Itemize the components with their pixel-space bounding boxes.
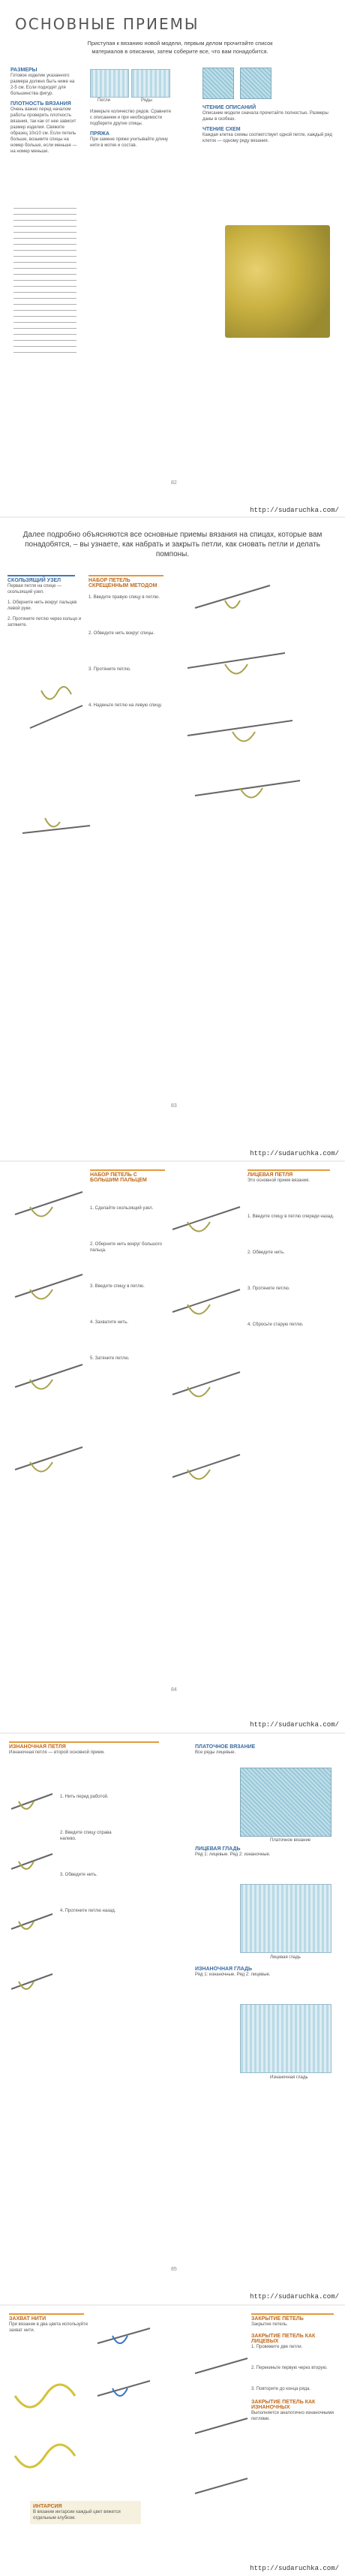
needle-4 (188, 721, 292, 736)
needle-5 (195, 781, 300, 796)
column-bind-off (251, 2316, 338, 2422)
text-bind-off: Закрытие петель. (251, 2322, 288, 2327)
needle-p4 (11, 1974, 52, 1989)
step-bind-1: 1. Провяжите две петли. (251, 2345, 303, 2349)
text-yarn: При замене пряжи учитывайте длину нити в мотке и состав. (90, 137, 169, 148)
yarn-photo (225, 225, 330, 338)
step-bind-2: 2. Перекиньте первую через вторую. (251, 2366, 328, 2370)
page-2 (0, 518, 345, 1162)
page-number: 83 (171, 1103, 177, 1109)
step-cable-2: 2. Обведите нить вокруг спицы. (88, 631, 155, 636)
needle-s4 (195, 2418, 248, 2433)
gauge-grid-illustration (14, 203, 76, 353)
step-purl-4: 4. Протяните петлю назад. (60, 1909, 116, 1913)
page-5 (0, 2306, 345, 2576)
text-stockinette: Ряд 1: лицевые. Ряд 2: изнаночные. (195, 1852, 271, 1857)
heading-gauge: ПЛОТНОСТЬ ВЯЗАНИЯ (10, 101, 71, 107)
text-stranding: При вязании в два цвета используйте захват нити. (9, 2322, 88, 2333)
step-thumb-3: 3. Введите спицу в петлю. (90, 1284, 145, 1289)
text-reading-charts: Каждая клетка схемы соответствует одной петле, каждый ряд клеток — одному ряду вязания. (202, 133, 332, 143)
heading-sizes: РАЗМЕРЫ (10, 68, 38, 73)
hand-illustrations (0, 1162, 345, 1734)
heading-bind-off: ЗАКРЫТИЕ ПЕТЕЛЬ (251, 2316, 304, 2322)
text-slip-knot: Первая петля на спице — скользящий узел. (8, 584, 62, 594)
site-url[interactable]: http://sudaruchka.com/ (250, 2293, 339, 2301)
text-gauge: Очень важно перед началом работы проверить плотность вязания, так как от нее зависит размер изделия. Свяжите образец 10х10 см. Если петель больше, возьмите спицы на номер больше, если меньше — на номер меньше. (10, 107, 77, 154)
needle-s5 (195, 2478, 248, 2493)
text-garter: Все ряды лицевые. (195, 1750, 236, 1755)
heading-reverse-stockinette: ИЗНАНОЧНАЯ ГЛАДЬ (195, 1967, 253, 1972)
column-reading (202, 105, 338, 144)
rule-orange (251, 2313, 334, 2315)
yarn-s1 (15, 2385, 75, 2407)
heading-reading-charts: ЧТЕНИЕ СХЕМ (202, 127, 241, 132)
text-rows: Измерьте количество рядов. Сравните с описанием и при необходимости подберите другие спицы. (90, 110, 172, 126)
yarn-loop-4 (232, 732, 255, 742)
heading-knit-stitch: ЛИЦЕВАЯ ПЕТЛЯ (248, 1172, 293, 1178)
intarsia-box (30, 2501, 141, 2524)
intro-text: Приступая к вязанию новой модели, первым делом прочитайте список материалов в описании, затем соберите все, что вам понадобится. (87, 40, 273, 55)
yarn-loop-1 (41, 687, 71, 699)
step-slip-2: 2. Протяните петлю через кольцо и затяните. (8, 617, 82, 627)
step-knit-3: 3. Протяните петлю. (248, 1286, 290, 1291)
page-title: ОСНОВНЫЕ ПРИЕМЫ (15, 15, 200, 33)
step-cable-1: 1. Введите правую спицу в петлю. (88, 595, 160, 600)
needle-p3 (11, 1914, 52, 1929)
heading-yarn: ПРЯЖА (90, 131, 110, 137)
site-url[interactable]: http://sudaruchka.com/ (250, 507, 339, 514)
site-url[interactable]: http://sudaruchka.com/ (250, 1721, 339, 1729)
text-purl-stitch: Изнаночная петля — второй основной прием. (9, 1750, 105, 1755)
step-knit-1: 1. Введите спицу в петлю спереди назад. (248, 1214, 334, 1219)
big-intro-text: Далее подробно объясняются все основные приемы вязания на спицах, которые вам понадобятся, – вы узнаете, как набрать и закрыть петли, как сновать петли и делать помпоны. (22, 531, 322, 558)
yarn-p1 (19, 1801, 34, 1809)
needle-p1 (11, 1794, 52, 1809)
needle-6 (22, 826, 90, 833)
site-url[interactable]: http://sudaruchka.com/ (250, 1150, 339, 1157)
step-purl-1: 1. Нить перед работой. (60, 1795, 109, 1799)
page-4 (0, 1734, 345, 2306)
step-slip-1: 1. Оберните нить вокруг пальцев левой руки. (8, 600, 77, 611)
step-purl-3: 3. Обведите нить. (60, 1873, 98, 1877)
gauge-swatch-stitches (90, 69, 129, 98)
heading-intarsia: ИНТАРСИЯ (33, 2504, 62, 2509)
column-yarn (90, 109, 172, 149)
step-thumb-2: 2. Оберните нить вокруг большого пальца. (90, 1242, 162, 1253)
text-sizes: Готовое изделие указанного размера должно быть ниже на 2-5 см. Если подходят для большинства фигур. (10, 74, 75, 96)
heading-cable-cast-on: НАБОР ПЕТЕЛЬ СКРЕЩЕННЫМ МЕТОДОМ (88, 578, 158, 588)
step-thumb-4: 4. Захватите нить. (90, 1320, 128, 1325)
caption-reverse: Изнаночная гладь (270, 2075, 308, 2080)
heading-stranding: ЗАХВАТ НИТИ (9, 2316, 46, 2322)
needle-s3 (195, 2358, 248, 2373)
page-1 (0, 0, 345, 518)
text-reverse-stockinette: Ряд 1: изнаночные. Ряд 2: лицевые. (195, 1973, 271, 1977)
text-reading-patterns: Описание модели сначала прочитайте полностью. Размеры даны в скобках. (202, 111, 328, 122)
needle-1 (30, 706, 82, 728)
needle-2 (195, 585, 270, 608)
step-cable-4: 4. Наденьте петлю на левую спицу. (88, 703, 162, 708)
yarn-loop-6 (45, 818, 60, 826)
page-number: 84 (171, 1687, 177, 1693)
step-cable-3: 3. Протяните петлю. (88, 667, 131, 672)
heading-garter: ПЛАТОЧНОЕ ВЯЗАНИЕ (195, 1744, 256, 1750)
label-rows: Ряды (141, 98, 152, 103)
text-knit-stitch: Это основной прием вязания. (248, 1178, 310, 1183)
needle-p2 (11, 1854, 52, 1869)
caption-stockinette: Лицевая гладь (270, 1955, 301, 1960)
purl-illustrations (0, 1734, 345, 2306)
heading-bind-off-purl: ЗАКРЫТИЕ ПЕТЕЛЬ КАК ИЗНАНОЧНЫХ (251, 2400, 316, 2410)
label-stitches: Петли (98, 98, 110, 103)
heading-stockinette: ЛИЦЕВАЯ ГЛАДЬ (195, 1846, 241, 1852)
chart-swatch-1 (202, 68, 234, 99)
yarn-s2 (15, 2445, 75, 2467)
yarn-loop-3 (225, 664, 248, 674)
yarn-loop-5 (240, 788, 262, 798)
page-number: 85 (171, 2267, 177, 2272)
heading-purl-stitch: ИЗНАНОЧНАЯ ПЕТЛЯ (9, 1744, 66, 1750)
gauge-swatch-rows (131, 69, 170, 98)
text-bind-off-purl: Выполняется аналогично изнаночными петлями. (251, 2411, 334, 2421)
page-3 (0, 1162, 345, 1734)
yarn-p3 (19, 1921, 34, 1929)
needle-illustrations (0, 518, 345, 1162)
caption-garter: Платочное вязание (270, 1838, 311, 1843)
step-thumb-5: 5. Затяните петлю. (90, 1356, 130, 1361)
page-number: 82 (171, 480, 177, 486)
step-bind-3: 3. Повторите до конца ряда. (251, 2387, 311, 2391)
yarn-loop-2 (225, 600, 240, 608)
yarn-p2 (19, 1861, 34, 1869)
step-knit-4: 4. Сбросьте старую петлю. (248, 1323, 304, 1327)
heading-thumb-cast-on: НАБОР ПЕТЕЛЬ С БОЛЬШИМ ПАЛЬЦЕМ (90, 1172, 147, 1183)
step-knit-2: 2. Обведите нить. (248, 1250, 285, 1255)
step-purl-2: 2. Введите спицу справа налево. (60, 1831, 112, 1841)
step-thumb-1: 1. Сделайте скользящий узел. (90, 1206, 154, 1211)
heading-bind-off-knit: ЗАКРЫТИЕ ПЕТЕЛЬ КАК ЛИЦЕВЫХ (251, 2334, 316, 2344)
text-intarsia: В вязании интарсии каждый цвет вяжется отдельным клубком. (33, 2510, 121, 2520)
yarn-p4 (19, 1982, 34, 1989)
needle-3 (188, 653, 285, 668)
heading-reading-patterns: ЧТЕНИЕ ОПИСАНИЙ (202, 105, 256, 110)
chart-swatch-2 (240, 68, 272, 99)
heading-slip-knot: СКОЛЬЗЯЩИЙ УЗЕЛ (8, 578, 62, 583)
column-sizes (10, 68, 78, 155)
site-url[interactable]: http://sudaruchka.com/ (250, 2565, 339, 2572)
